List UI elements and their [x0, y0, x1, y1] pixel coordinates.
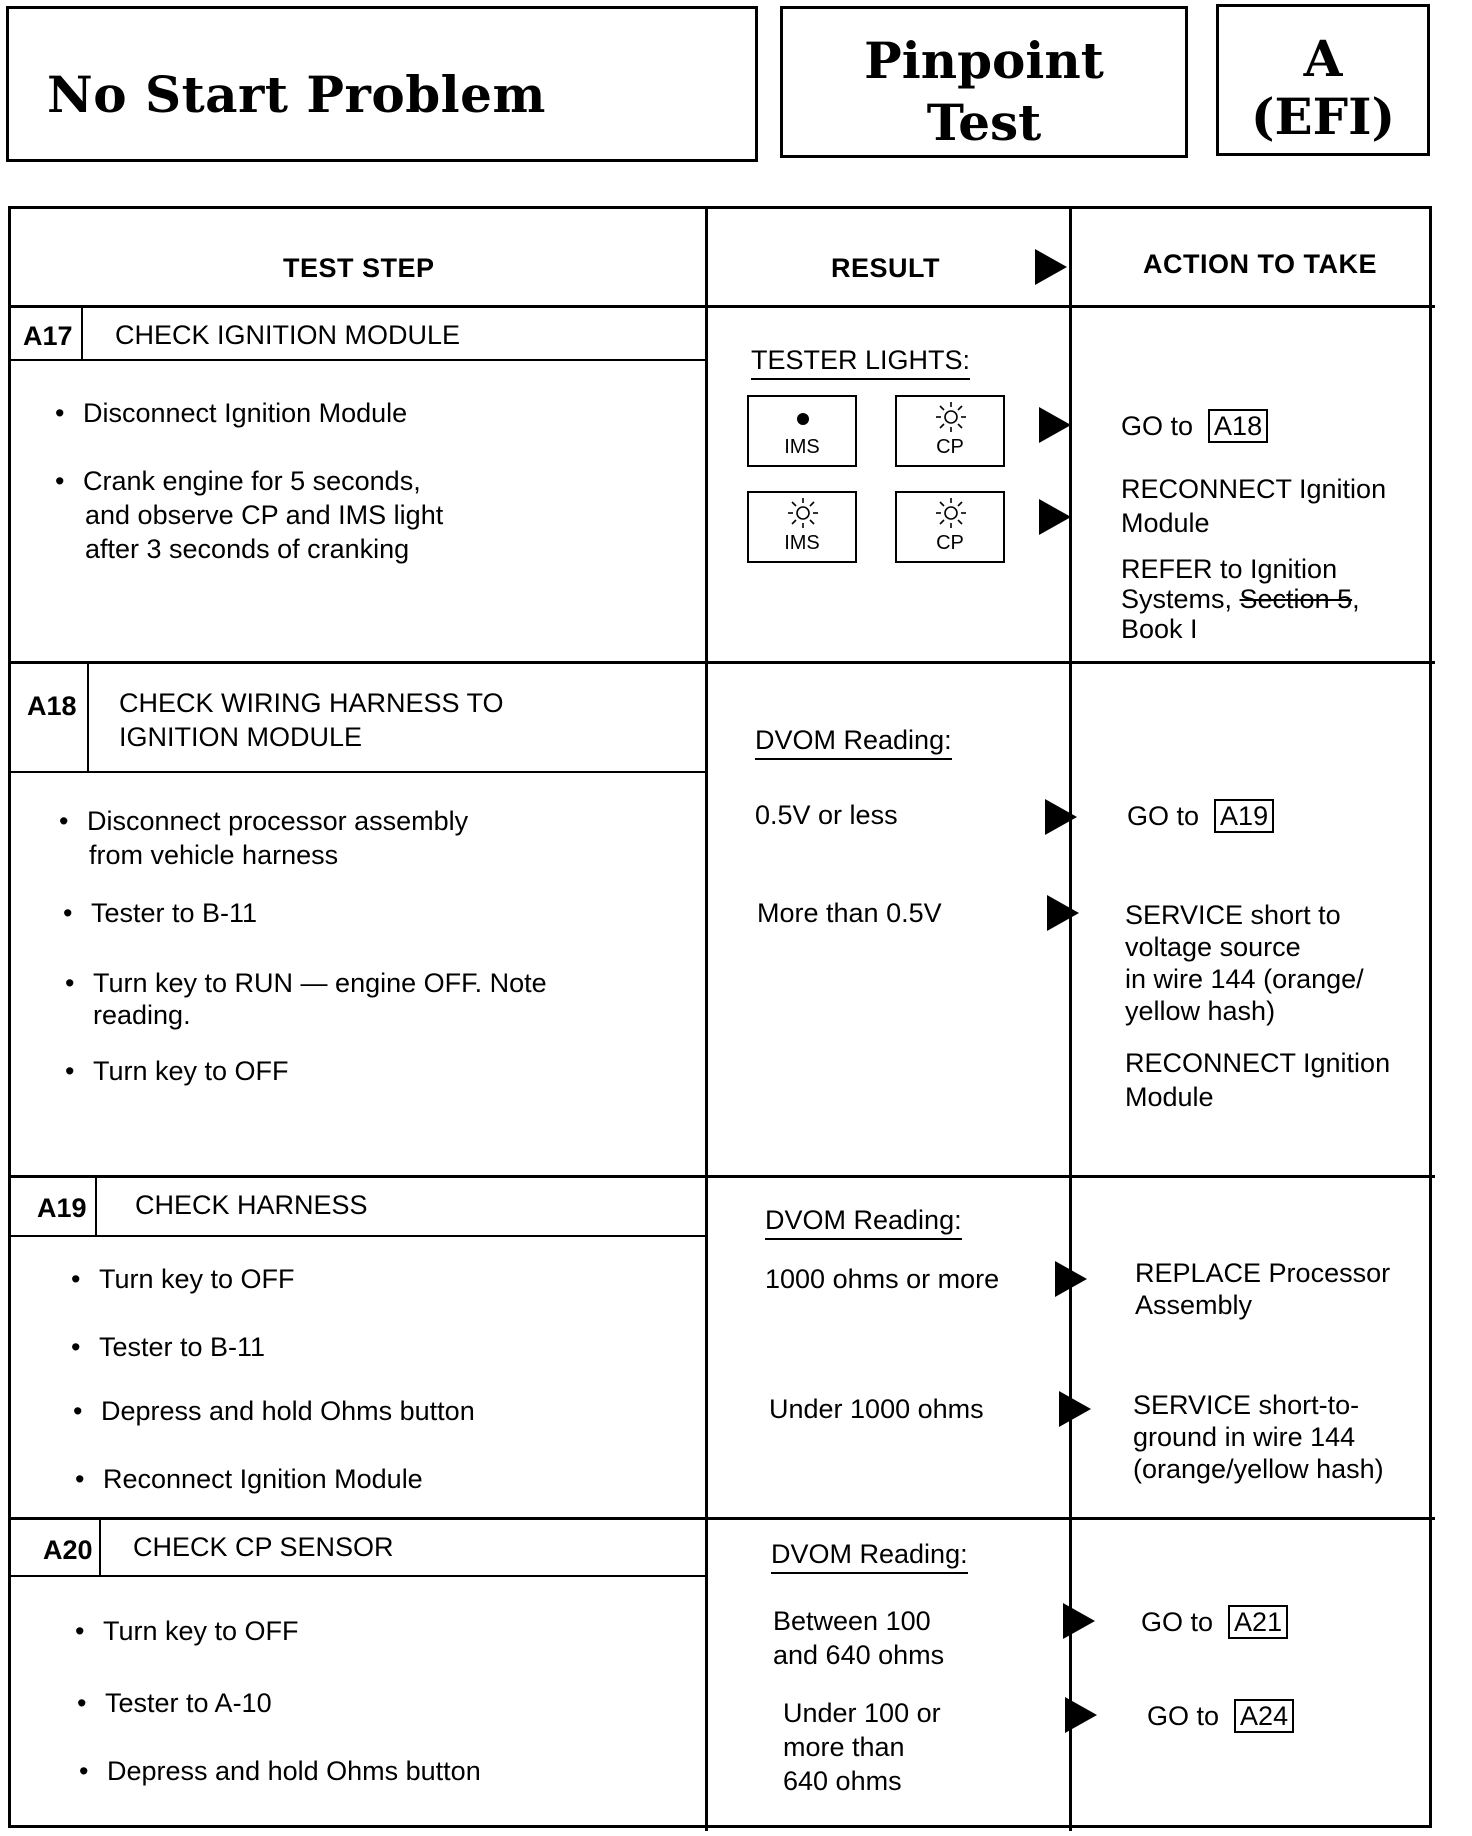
action-goto [1147, 1699, 1294, 1733]
row-divider [11, 1175, 1435, 1178]
lit-lamp-icon [935, 497, 967, 529]
step-header-underline [11, 771, 705, 773]
result-value: 0.5V or less [755, 800, 898, 830]
action-goto [1121, 409, 1268, 443]
pinpoint-label: Pinpoint [864, 31, 1104, 90]
struck-text: Section 5 [1239, 584, 1353, 614]
step-instruction: • Tester to B-11 [91, 897, 257, 930]
lit-lamp-icon [935, 401, 967, 433]
result-value: Under 1000 ohms [769, 1394, 984, 1424]
step-id: A17 [23, 321, 73, 351]
light-label: IMS [784, 436, 820, 458]
result-value: and 640 ohms [773, 1640, 945, 1670]
column-divider-1 [705, 209, 708, 1831]
pinpoint-table [8, 206, 1432, 1828]
result-value: 640 ohms [783, 1766, 902, 1796]
action-text: GO to [1147, 1701, 1220, 1731]
step-instruction: • Tester to A-10 [105, 1687, 272, 1720]
step-title: CHECK HARNESS [135, 1190, 368, 1220]
light-label: CP [936, 532, 964, 554]
tester-light-cp-on [895, 491, 1005, 563]
tester-light-ims-on [747, 491, 857, 563]
test-label: Test [926, 93, 1042, 152]
column-header-result: RESULT [831, 253, 940, 283]
step-id: A19 [37, 1193, 87, 1223]
header-divider [11, 305, 1435, 308]
action-text: Module [1121, 508, 1210, 538]
result-value: Under 100 or [783, 1698, 941, 1728]
action-text: Module [1125, 1082, 1214, 1112]
step-instruction: • Turn key to OFF [93, 1055, 289, 1088]
action-text-part: , [1352, 584, 1360, 614]
result-label: TESTER LIGHTS: [751, 345, 970, 380]
step-instruction: • Tester to B-11 [99, 1331, 265, 1364]
action-text: RECONNECT Ignition [1125, 1048, 1391, 1078]
action-text-part: Systems, [1121, 584, 1240, 614]
arrow-icon [1039, 407, 1071, 443]
pinpoint-test-box [780, 6, 1188, 158]
arrow-icon [1045, 799, 1077, 835]
step-instruction: • Disconnect Ignition Module [83, 397, 407, 430]
arrow-icon [1039, 499, 1071, 535]
arrow-icon [1055, 1261, 1087, 1297]
step-instruction-cont: from vehicle harness [89, 840, 339, 870]
step-instruction: • Reconnect Ignition Module [103, 1463, 423, 1496]
action-text: in wire 144 (orange/ [1125, 964, 1364, 994]
step-id: A18 [27, 691, 77, 721]
dot-icon [797, 413, 809, 425]
action-text: SERVICE short-to- [1133, 1390, 1360, 1420]
step-instruction: • Depress and hold Ohms button [101, 1395, 475, 1428]
lit-lamp-icon [787, 497, 819, 529]
step-id: A20 [43, 1535, 93, 1565]
step-reference: A19 [1214, 799, 1274, 833]
step-title: CHECK IGNITION MODULE [115, 320, 461, 350]
action-text [1121, 583, 1360, 616]
step-header-underline [11, 1575, 705, 1577]
arrow-icon [1047, 895, 1079, 931]
column-header-action: ACTION TO TAKE [1143, 249, 1377, 279]
step-reference: A21 [1228, 1605, 1288, 1639]
step-instruction: • Crank engine for 5 seconds, [83, 465, 421, 498]
title-box [6, 6, 758, 162]
light-label: IMS [784, 532, 820, 554]
test-code-box [1216, 4, 1430, 156]
test-code-system: (EFI) [1250, 87, 1396, 146]
action-text: ground in wire 144 [1133, 1422, 1356, 1452]
result-label: DVOM Reading: [771, 1539, 968, 1574]
action-goto [1141, 1605, 1288, 1639]
action-goto [1127, 799, 1274, 833]
arrow-icon [1065, 1697, 1097, 1733]
test-code-letter: A [1303, 29, 1343, 88]
action-text: Book I [1121, 614, 1198, 644]
row-divider [11, 661, 1435, 664]
arrow-icon [1063, 1603, 1095, 1639]
step-header-underline [11, 1235, 705, 1237]
step-header-underline [11, 359, 705, 361]
step-instruction: • Turn key to OFF [103, 1615, 299, 1648]
step-instruction: • Turn key to OFF [99, 1263, 295, 1296]
result-value: More than 0.5V [757, 898, 942, 928]
step-instruction: • Turn key to RUN — engine OFF. Note [93, 967, 547, 1000]
action-text: voltage source [1125, 932, 1301, 962]
step-instruction-cont: and observe CP and IMS light [85, 500, 444, 530]
result-value: Between 100 [773, 1606, 931, 1636]
action-text: SERVICE short to [1125, 900, 1341, 930]
action-text: REFER to Ignition [1121, 554, 1338, 584]
action-text: GO to [1127, 801, 1200, 831]
tester-light-ims-off [747, 395, 857, 467]
result-label: DVOM Reading: [755, 725, 952, 760]
tester-light-cp-on [895, 395, 1005, 467]
step-instruction: • Disconnect processor assembly [87, 805, 468, 838]
column-header-test-step: TEST STEP [283, 253, 435, 283]
column-divider-2 [1069, 209, 1072, 1831]
action-text: (orange/yellow hash) [1133, 1454, 1384, 1484]
action-text: RECONNECT Ignition [1121, 474, 1387, 504]
page-title: No Start Problem [47, 65, 546, 124]
result-label: DVOM Reading: [765, 1205, 962, 1240]
step-reference: A24 [1234, 1699, 1294, 1733]
action-text: GO to [1141, 1607, 1214, 1637]
action-text: yellow hash) [1125, 996, 1276, 1026]
action-text: GO to [1121, 411, 1194, 441]
light-label: CP [936, 436, 964, 458]
result-value: more than [783, 1732, 905, 1762]
action-text: Assembly [1135, 1290, 1253, 1320]
result-value: 1000 ohms or more [765, 1264, 1000, 1294]
step-title: IGNITION MODULE [119, 722, 363, 752]
row-divider [11, 1517, 1435, 1520]
arrow-icon [1059, 1391, 1091, 1427]
step-reference: A18 [1208, 409, 1268, 443]
step-instruction-cont: after 3 seconds of cranking [85, 534, 410, 564]
step-instruction-cont: reading. [93, 1000, 191, 1030]
step-title: CHECK WIRING HARNESS TO [119, 688, 504, 718]
step-instruction: • Depress and hold Ohms button [107, 1755, 481, 1788]
arrow-icon [1035, 249, 1067, 285]
action-text: REPLACE Processor [1135, 1258, 1391, 1288]
step-title: CHECK CP SENSOR [133, 1532, 394, 1562]
